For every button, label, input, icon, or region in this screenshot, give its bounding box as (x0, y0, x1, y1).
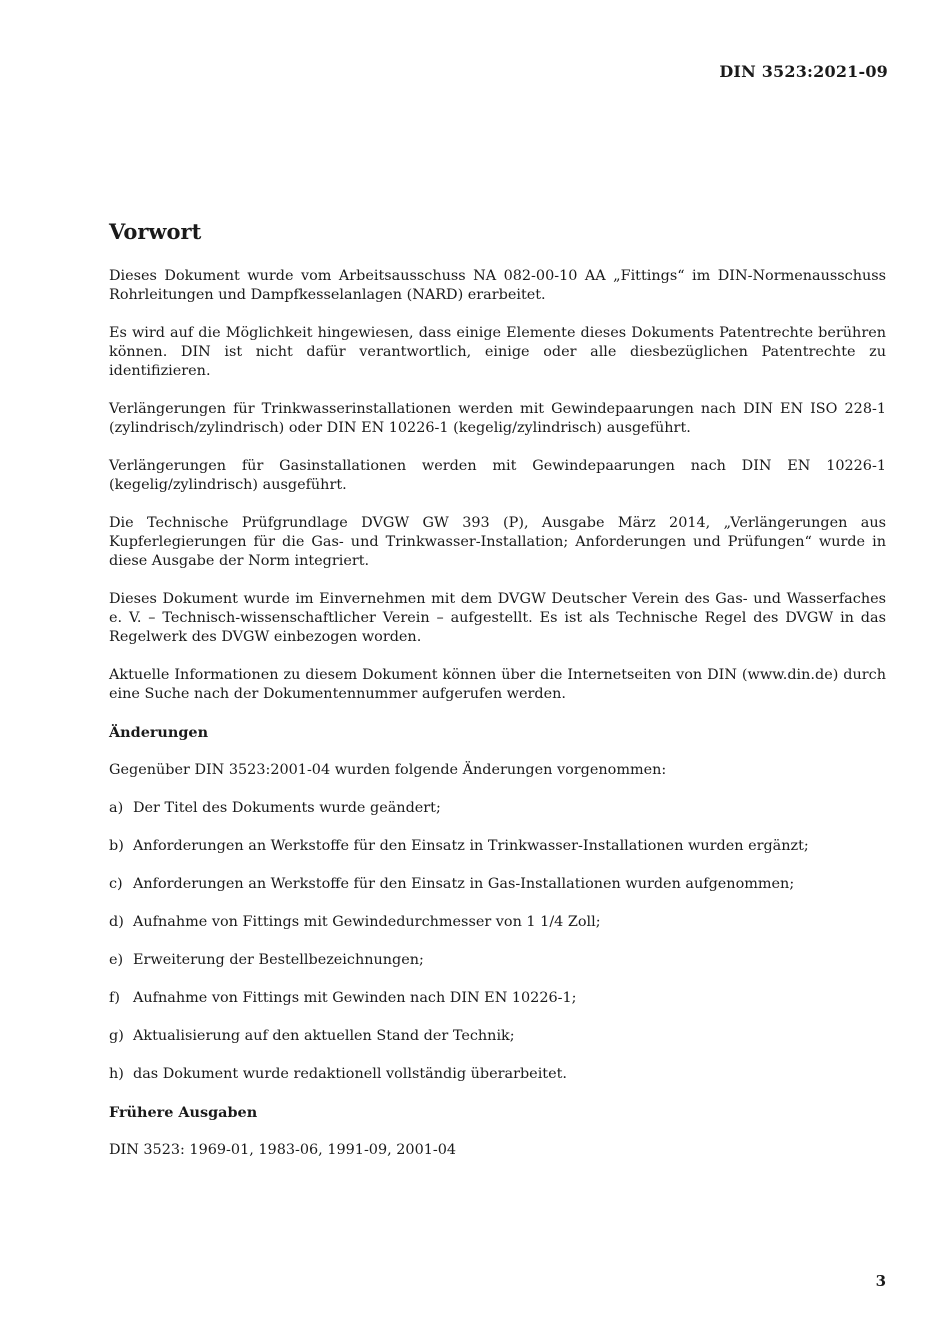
list-item (109, 1065, 886, 1084)
list-text: Anforderungen an Werkstoffe für den Einsatz in Gas-Installationen wurden aufgenommen; (133, 876, 795, 892)
list-item (109, 913, 886, 932)
list-text: Der Titel des Dokuments wurde geändert; (133, 800, 441, 816)
list-marker: e) (109, 952, 124, 968)
page-content (109, 218, 886, 1179)
list-text: Anforderungen an Werkstoffe für den Einsatz in Trinkwasser-Installationen wurden ergänzt; (133, 838, 809, 854)
list-marker: c) (109, 876, 123, 892)
changes-list (109, 799, 886, 1084)
list-marker: g) (109, 1028, 124, 1044)
list-marker: b) (109, 838, 124, 854)
list-text: Aufnahme von Fittings mit Gewinden nach DIN EN 10226-1; (133, 990, 577, 1006)
list-item (109, 799, 886, 818)
list-item (109, 1027, 886, 1046)
foreword-paragraph-2: Es wird auf die Möglichkeit hingewiesen, dass einige Elemente dieses Dokuments Patentrechte berühren können. DIN ist nicht dafür verantwortlich, einige oder alle diesbezüglichen Patentrechte zu identifizieren. (109, 325, 886, 379)
list-marker: d) (109, 914, 124, 930)
list-item (109, 837, 886, 856)
foreword-paragraph-5: Die Technische Prüfgrundlage DVGW GW 393 (P), Ausgabe März 2014, „Verlängerungen aus Kupferlegierungen für die Gas- und Trinkwasser-Installation; Anforderungen und Prüfungen“ wurde in diese Ausgabe der Norm integriert. (109, 515, 886, 569)
foreword-paragraph-3: Verlängerungen für Trinkwasserinstallationen werden mit Gewindepaarungen nach DIN EN ISO 228-1 (zylindrisch/zylindrisch) oder DIN EN 10226-1 (kegelig/zylindrisch) ausgeführt. (109, 401, 886, 436)
list-item (109, 875, 886, 894)
list-text: das Dokument wurde redaktionell vollständig überarbeitet. (133, 1066, 567, 1082)
previous-editions-heading: Frühere Ausgaben (109, 1104, 258, 1121)
list-marker: h) (109, 1066, 124, 1082)
foreword-paragraph-7: Aktuelle Informationen zu diesem Dokument können über die Internetseiten von DIN (www.din.de) durch eine Suche nach der Dokumentennummer aufgerufen werden. (109, 667, 886, 702)
list-marker: a) (109, 800, 124, 816)
foreword-paragraph-1: Dieses Dokument wurde vom Arbeitsausschuss NA 082-00-10 AA „Fittings“ im DIN-Normenausschuss Rohrleitungen und Dampfkesselanlagen (NARD) erarbeitet. (109, 268, 886, 303)
list-text: Aktualisierung auf den aktuellen Stand der Technik; (133, 1028, 515, 1044)
list-item (109, 989, 886, 1008)
list-marker: f) (109, 990, 120, 1006)
foreword-paragraph-4: Verlängerungen für Gasinstallationen werden mit Gewindepaarungen nach DIN EN 10226-1 (kegelig/zylindrisch) ausgeführt. (109, 458, 886, 493)
document-id: DIN 3523:2021-09 (719, 62, 888, 81)
list-text: Erweiterung der Bestellbezeichnungen; (133, 952, 424, 968)
changes-heading: Änderungen (109, 724, 209, 741)
changes-intro: Gegenüber DIN 3523:2001-04 wurden folgende Änderungen vorgenommen: (109, 762, 667, 778)
page-title: Vorwort (109, 219, 202, 244)
previous-editions-text: DIN 3523: 1969-01, 1983-06, 1991-09, 2001-04 (109, 1142, 457, 1158)
page-number: 3 (875, 1272, 886, 1290)
list-item (109, 951, 886, 970)
foreword-paragraph-6: Dieses Dokument wurde im Einvernehmen mit dem DVGW Deutscher Verein des Gas- und Wasserfaches e. V. – Technisch-wissenschaftlicher Verein – aufgestellt. Es ist als Technische Regel des DVGW in das Regelwerk des DVGW einbezogen worden. (109, 591, 886, 645)
list-text: Aufnahme von Fittings mit Gewindedurchmesser von 1 1/4 Zoll; (133, 914, 601, 930)
